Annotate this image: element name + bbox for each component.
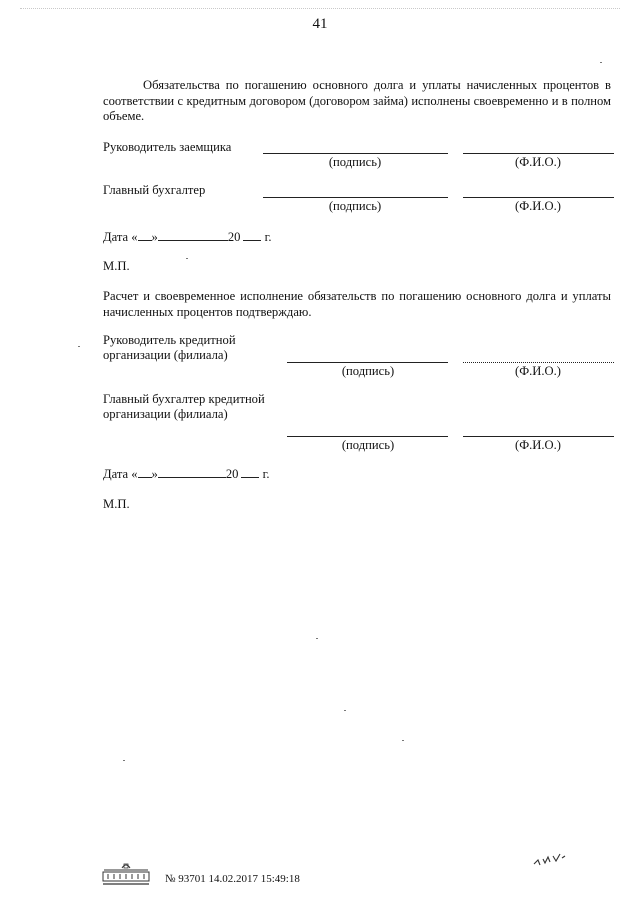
registry-stamp-icon	[100, 860, 152, 888]
confirmation-paragraph: Расчет и своевременное исполнение обязательств по погашению основного долга и уплаты начисленных процентов подтверждаю.	[103, 289, 611, 319]
bank-accountant-label-line1: Главный бухгалтер кредитной	[103, 392, 265, 406]
date-prefix: Дата «	[103, 467, 138, 481]
borrower-head-name-line	[463, 153, 614, 154]
date-mid: »	[151, 230, 158, 244]
date-year-blank	[241, 466, 259, 478]
date-mid: »	[151, 467, 158, 481]
bank-accountant-label-line2: организации (филиала)	[103, 407, 228, 421]
scan-speck	[344, 710, 346, 711]
page-number: 41	[312, 16, 328, 32]
date-month-blank	[158, 466, 226, 478]
bank-head-name-caption: (Ф.И.О.)	[515, 364, 561, 378]
date-suffix: г.	[264, 230, 272, 244]
chief-accountant-name-line	[463, 197, 614, 198]
scan-speck	[600, 62, 602, 63]
date-line-1	[103, 229, 272, 245]
date-year-blank	[243, 229, 261, 241]
borrower-head-signature-line	[263, 153, 448, 154]
borrower-head-label: Руководитель заемщика	[103, 140, 232, 154]
date-year: 20	[225, 467, 239, 481]
chief-accountant-signature-line	[263, 197, 448, 198]
chief-accountant-signature-caption: (подпись)	[328, 199, 382, 213]
date-suffix: г.	[262, 467, 270, 481]
date-prefix: Дата «	[103, 230, 138, 244]
bank-head-label-line1: Руководитель кредитной	[103, 333, 236, 347]
bank-accountant-signature-line	[287, 436, 448, 437]
bank-head-name-line	[463, 362, 614, 363]
chief-accountant-name-caption: (Ф.И.О.)	[515, 199, 561, 213]
scan-artifact-top	[20, 8, 620, 11]
seal-mark-2: М.П.	[103, 497, 130, 511]
obligations-text: Обязательства по погашению основного долга и уплаты начисленных процентов в соответствии с кредитным договором (договором займа) исполнены своевременно и в полном объеме.	[103, 78, 611, 123]
date-month-blank	[158, 229, 228, 241]
scan-speck	[78, 346, 80, 347]
date-day-blank	[138, 229, 152, 241]
date-day-blank	[138, 466, 152, 478]
seal-mark-1: М.П.	[103, 259, 130, 273]
registration-number: № 93701 14.02.2017 15:49:18	[165, 873, 300, 885]
bank-head-signature-caption: (подпись)	[341, 364, 395, 378]
bank-accountant-name-line	[463, 436, 614, 437]
date-year: 20	[227, 230, 241, 244]
chief-accountant-label: Главный бухгалтер	[103, 183, 206, 197]
scan-speck	[402, 740, 404, 741]
obligations-paragraph	[103, 78, 611, 125]
bank-head-signature-line	[287, 362, 448, 363]
scan-speck	[186, 258, 188, 259]
date-line-2	[103, 466, 270, 482]
scan-speck	[123, 760, 125, 761]
borrower-head-signature-caption: (подпись)	[328, 155, 382, 169]
bank-head-label-line2: организации (филиала)	[103, 348, 228, 362]
borrower-head-name-caption: (Ф.И.О.)	[515, 155, 561, 169]
handwritten-mark-icon	[532, 850, 568, 870]
bank-accountant-signature-caption: (подпись)	[341, 438, 395, 452]
scan-speck	[316, 638, 318, 639]
bank-accountant-name-caption: (Ф.И.О.)	[515, 438, 561, 452]
